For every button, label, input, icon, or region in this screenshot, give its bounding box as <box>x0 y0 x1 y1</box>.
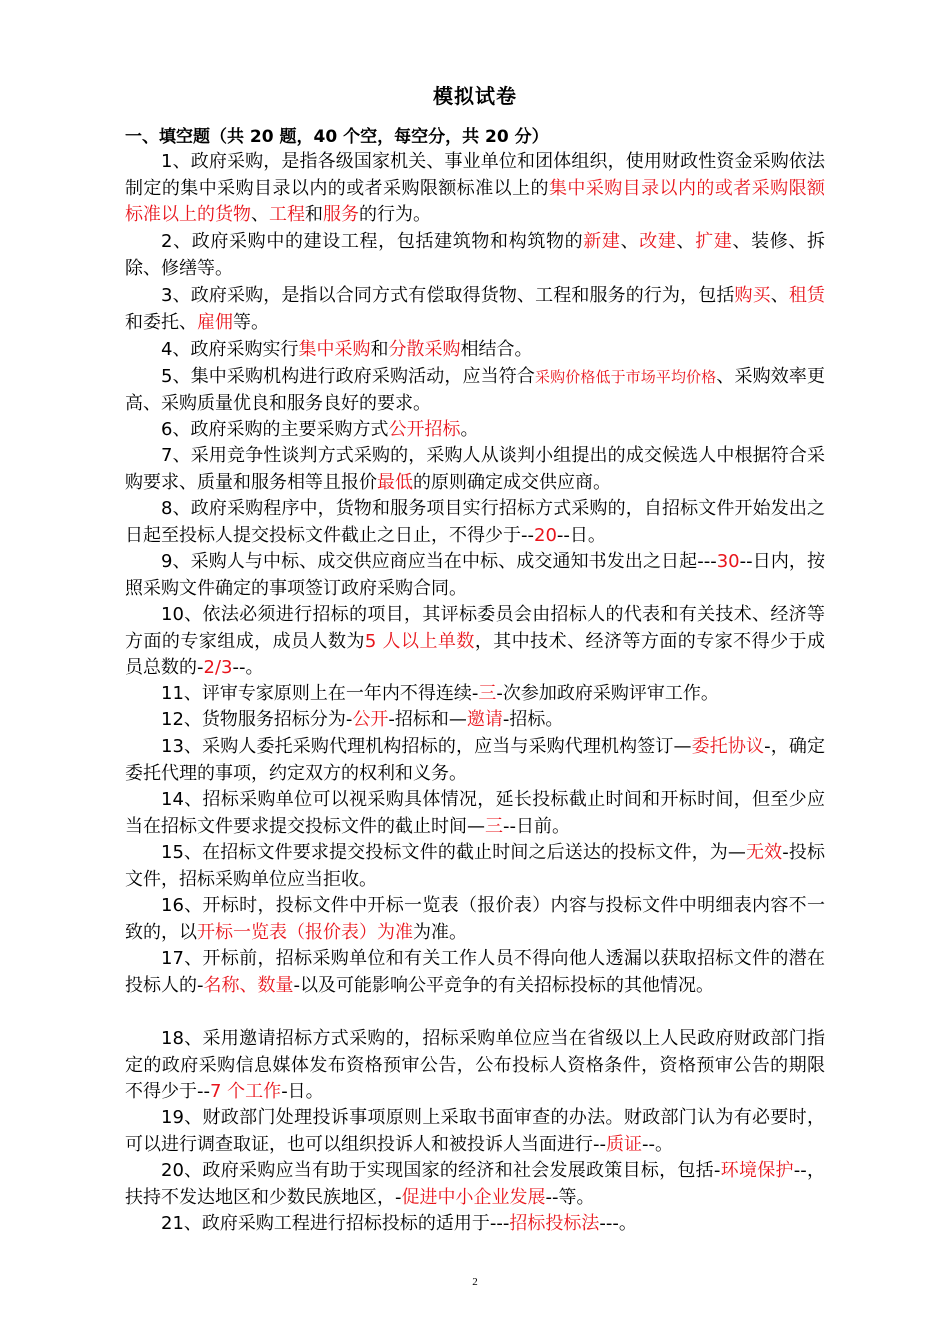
question-text: 3、政府采购，是指以合同方式有偿取得货物、工程和服务的行为，包括 <box>161 285 735 306</box>
question-4 <box>125 337 825 364</box>
question-text: 相结合。 <box>460 339 533 360</box>
answer-text: 20 <box>534 524 557 546</box>
answer-text: 采购价格低于市场平均价格 <box>534 368 717 386</box>
answer-text: 服务 <box>323 204 359 225</box>
answer-text: 邀请 <box>466 709 503 730</box>
answer-text: 集中采购目录以内的或者采购限额标准以上的货物 <box>125 177 826 225</box>
question-text: --。 <box>642 1133 673 1155</box>
answer-text: 开标一览表（报价表）为准 <box>197 921 413 943</box>
question-15 <box>125 840 825 893</box>
question-text: 。 <box>460 419 479 440</box>
answer-text: 公开招标 <box>388 419 461 440</box>
question-11 <box>125 681 825 708</box>
answer-text: 7 个工作 <box>210 1081 282 1102</box>
question-8 <box>125 496 825 549</box>
answer-text: 三 <box>485 815 503 837</box>
answer-text: 公开 <box>352 709 389 730</box>
question-6 <box>125 417 825 444</box>
question-text: 13、采购人委托采购代理机构招标的，应当与采购代理机构签订— <box>161 736 692 757</box>
question-text: 、 <box>676 231 696 252</box>
question-17 <box>125 946 825 999</box>
question-text: -招标。 <box>502 709 564 730</box>
question-text: 21、政府采购工程进行招标投标的适用于--- <box>161 1213 510 1234</box>
question-text: -次参加政府采购评审工作。 <box>496 683 719 704</box>
answer-text: 委托协议 <box>691 736 765 757</box>
question-19 <box>125 1105 825 1158</box>
question-16 <box>125 893 825 946</box>
question-text: ---。 <box>599 1213 637 1234</box>
question-14 <box>125 787 825 840</box>
answer-text: 环境保护 <box>720 1160 794 1181</box>
question-7 <box>125 443 825 496</box>
answer-text: 招标投标法 <box>509 1213 600 1234</box>
question-text: --日前。 <box>503 815 570 837</box>
question-20 <box>125 1158 825 1211</box>
question-text: -日。 <box>281 1081 324 1102</box>
answer-text: 质证 <box>606 1133 642 1155</box>
question-text: 19、财政部门处理投诉事项原则上采取书面审查的办法。财政部门认为有必要时，可以进行调查取证，也可以组织投诉人和被投诉人当面进行-- <box>125 1107 825 1155</box>
question-12 <box>125 707 825 734</box>
question-2 <box>125 229 825 282</box>
answer-text: 雇佣 <box>197 311 233 333</box>
question-3 <box>125 283 825 336</box>
question-text: 的行为。 <box>359 204 431 225</box>
question-text: 10、依法必须进行招标的项目，其评标委员会由招标人的代表和有关技术、经济等方面的专家组成，成员人数为 <box>125 604 825 652</box>
answer-text: 名称、数量 <box>203 974 294 996</box>
answer-text: 改建 <box>639 231 677 252</box>
question-text: 20、政府采购应当有助于实现国家的经济和社会发展政策目标，包括- <box>161 1160 721 1181</box>
answer-text: 2/3 <box>203 657 233 678</box>
question-text: 8、政府采购程序中，货物和服务项目实行招标方式采购的，自招标文件开始发出之日起至投标人提交投标文件截止之日止，不得少于-- <box>125 498 825 546</box>
question-text: 16、开标时，投标文件中开标一览表（报价表）内容与投标文件中明细表内容不一致的，以 <box>125 895 825 943</box>
question-text: --日内，按照采购文件确定的事项签订政府采购合同。 <box>125 551 826 599</box>
answer-text: 分散采购 <box>388 339 461 360</box>
answer-text: 30 <box>716 551 740 572</box>
question-text: --。 <box>232 657 264 678</box>
question-1 <box>125 149 825 229</box>
answer-text: 三 <box>478 683 497 704</box>
question-text: 12、货物服务招标分为- <box>161 709 353 730</box>
question-text: 2、政府采购中的建设工程，包括建筑物和构筑物的 <box>161 231 584 252</box>
answer-text: 促进中小企业发展 <box>401 1186 546 1208</box>
answer-text: 扩建 <box>695 231 733 252</box>
question-text: -，确定委托代理的事项，约定双方的权利和义务。 <box>125 736 826 784</box>
question-5 <box>125 364 825 417</box>
question-text: 、 <box>251 204 269 225</box>
question-text: 6、政府采购的主要采购方式 <box>161 419 389 440</box>
question-text: 1、政府采购，是指各级国家机关、事业单位和团体组织，使用财政性资金采购依法制定的集中采购目录以内的或者采购限额标准以上的 <box>125 151 825 199</box>
question-text: 的原则确定成交供应商。 <box>413 471 611 493</box>
question-text: 、采购效率更高、采购质量优良和服务良好的要求。 <box>125 366 826 414</box>
question-9 <box>125 549 825 602</box>
question-text: -以及可能影响公平竞争的有关招标投标的其他情况。 <box>293 974 714 996</box>
question-text: --，扶持不发达地区和少数民族地区，- <box>125 1160 826 1208</box>
question-10 <box>125 602 825 682</box>
answer-text: 无效 <box>745 842 783 863</box>
section-heading: 一、填空题（共 20 题，40 个空，每空分，共 20 分） <box>125 127 549 147</box>
question-text: 、装修、拆除、修缮等。 <box>125 231 826 279</box>
answer-text: 5 人以上单数 <box>364 630 475 652</box>
question-text: 、 <box>770 285 789 306</box>
question-18 <box>125 1026 825 1106</box>
question-text: 和 <box>370 339 389 360</box>
question-text: ，其中技术、经济等方面的专家不得少于成员总数的- <box>125 630 825 678</box>
question-text: 等。 <box>233 311 269 333</box>
question-text: 7、采用竞争性谈判方式采购的，采购人从谈判小组提出的成交候选人中根据符合采购要求、质量和服务相等且报价 <box>125 445 825 493</box>
question-text: 15、在招标文件要求提交投标文件的截止时间之后送达的投标文件，为— <box>161 842 746 863</box>
question-text: 9、采购人与中标、成交供应商应当在中标、成交通知书发出之日起--- <box>161 551 717 572</box>
question-text: 17、开标前，招标采购单位和有关工作人员不得向他人透漏以获取招标文件的潜在投标人的- <box>125 948 825 996</box>
question-text: -投标文件，招标采购单位应当拒收。 <box>125 842 826 890</box>
question-text: --等。 <box>545 1186 595 1208</box>
question-text: -招标和— <box>388 709 467 730</box>
answer-text: 工程 <box>269 204 305 225</box>
question-text: 18、采用邀请招标方式采购的，招标采购单位应当在省级以上人民政府财政部门指定的政府采购信息媒体发布资格预审公告，公布投标人资格条件，资格预审公告的期限不得少于-- <box>125 1028 825 1102</box>
answer-text: 最低 <box>377 471 413 493</box>
question-text: --日。 <box>556 524 606 546</box>
question-text: 14、招标采购单位可以视采购具体情况，延长投标截止时间和开标时间，但至少应当在招标文件要求提交投标文件的截止时间— <box>125 789 825 837</box>
answer-text: 新建 <box>583 231 621 252</box>
question-text: 、 <box>620 231 640 252</box>
answer-text: 购买 <box>734 285 771 306</box>
question-text: 为准。 <box>413 921 467 943</box>
question-text: 11、评审专家原则上在一年内不得连续- <box>161 683 479 704</box>
answer-text: 集中采购 <box>298 339 371 360</box>
answer-text: 租赁 <box>788 285 826 306</box>
question-21 <box>125 1211 825 1238</box>
question-text: 5、集中采购机构进行政府采购活动，应当符合 <box>161 366 535 387</box>
question-text: 和 <box>305 204 323 225</box>
question-text: 4、政府采购实行 <box>161 339 299 360</box>
page-number: 2 <box>472 1276 478 1288</box>
question-text: 和委托、 <box>125 311 197 333</box>
page-title: 模拟试卷 <box>433 84 517 108</box>
question-13 <box>125 734 825 787</box>
